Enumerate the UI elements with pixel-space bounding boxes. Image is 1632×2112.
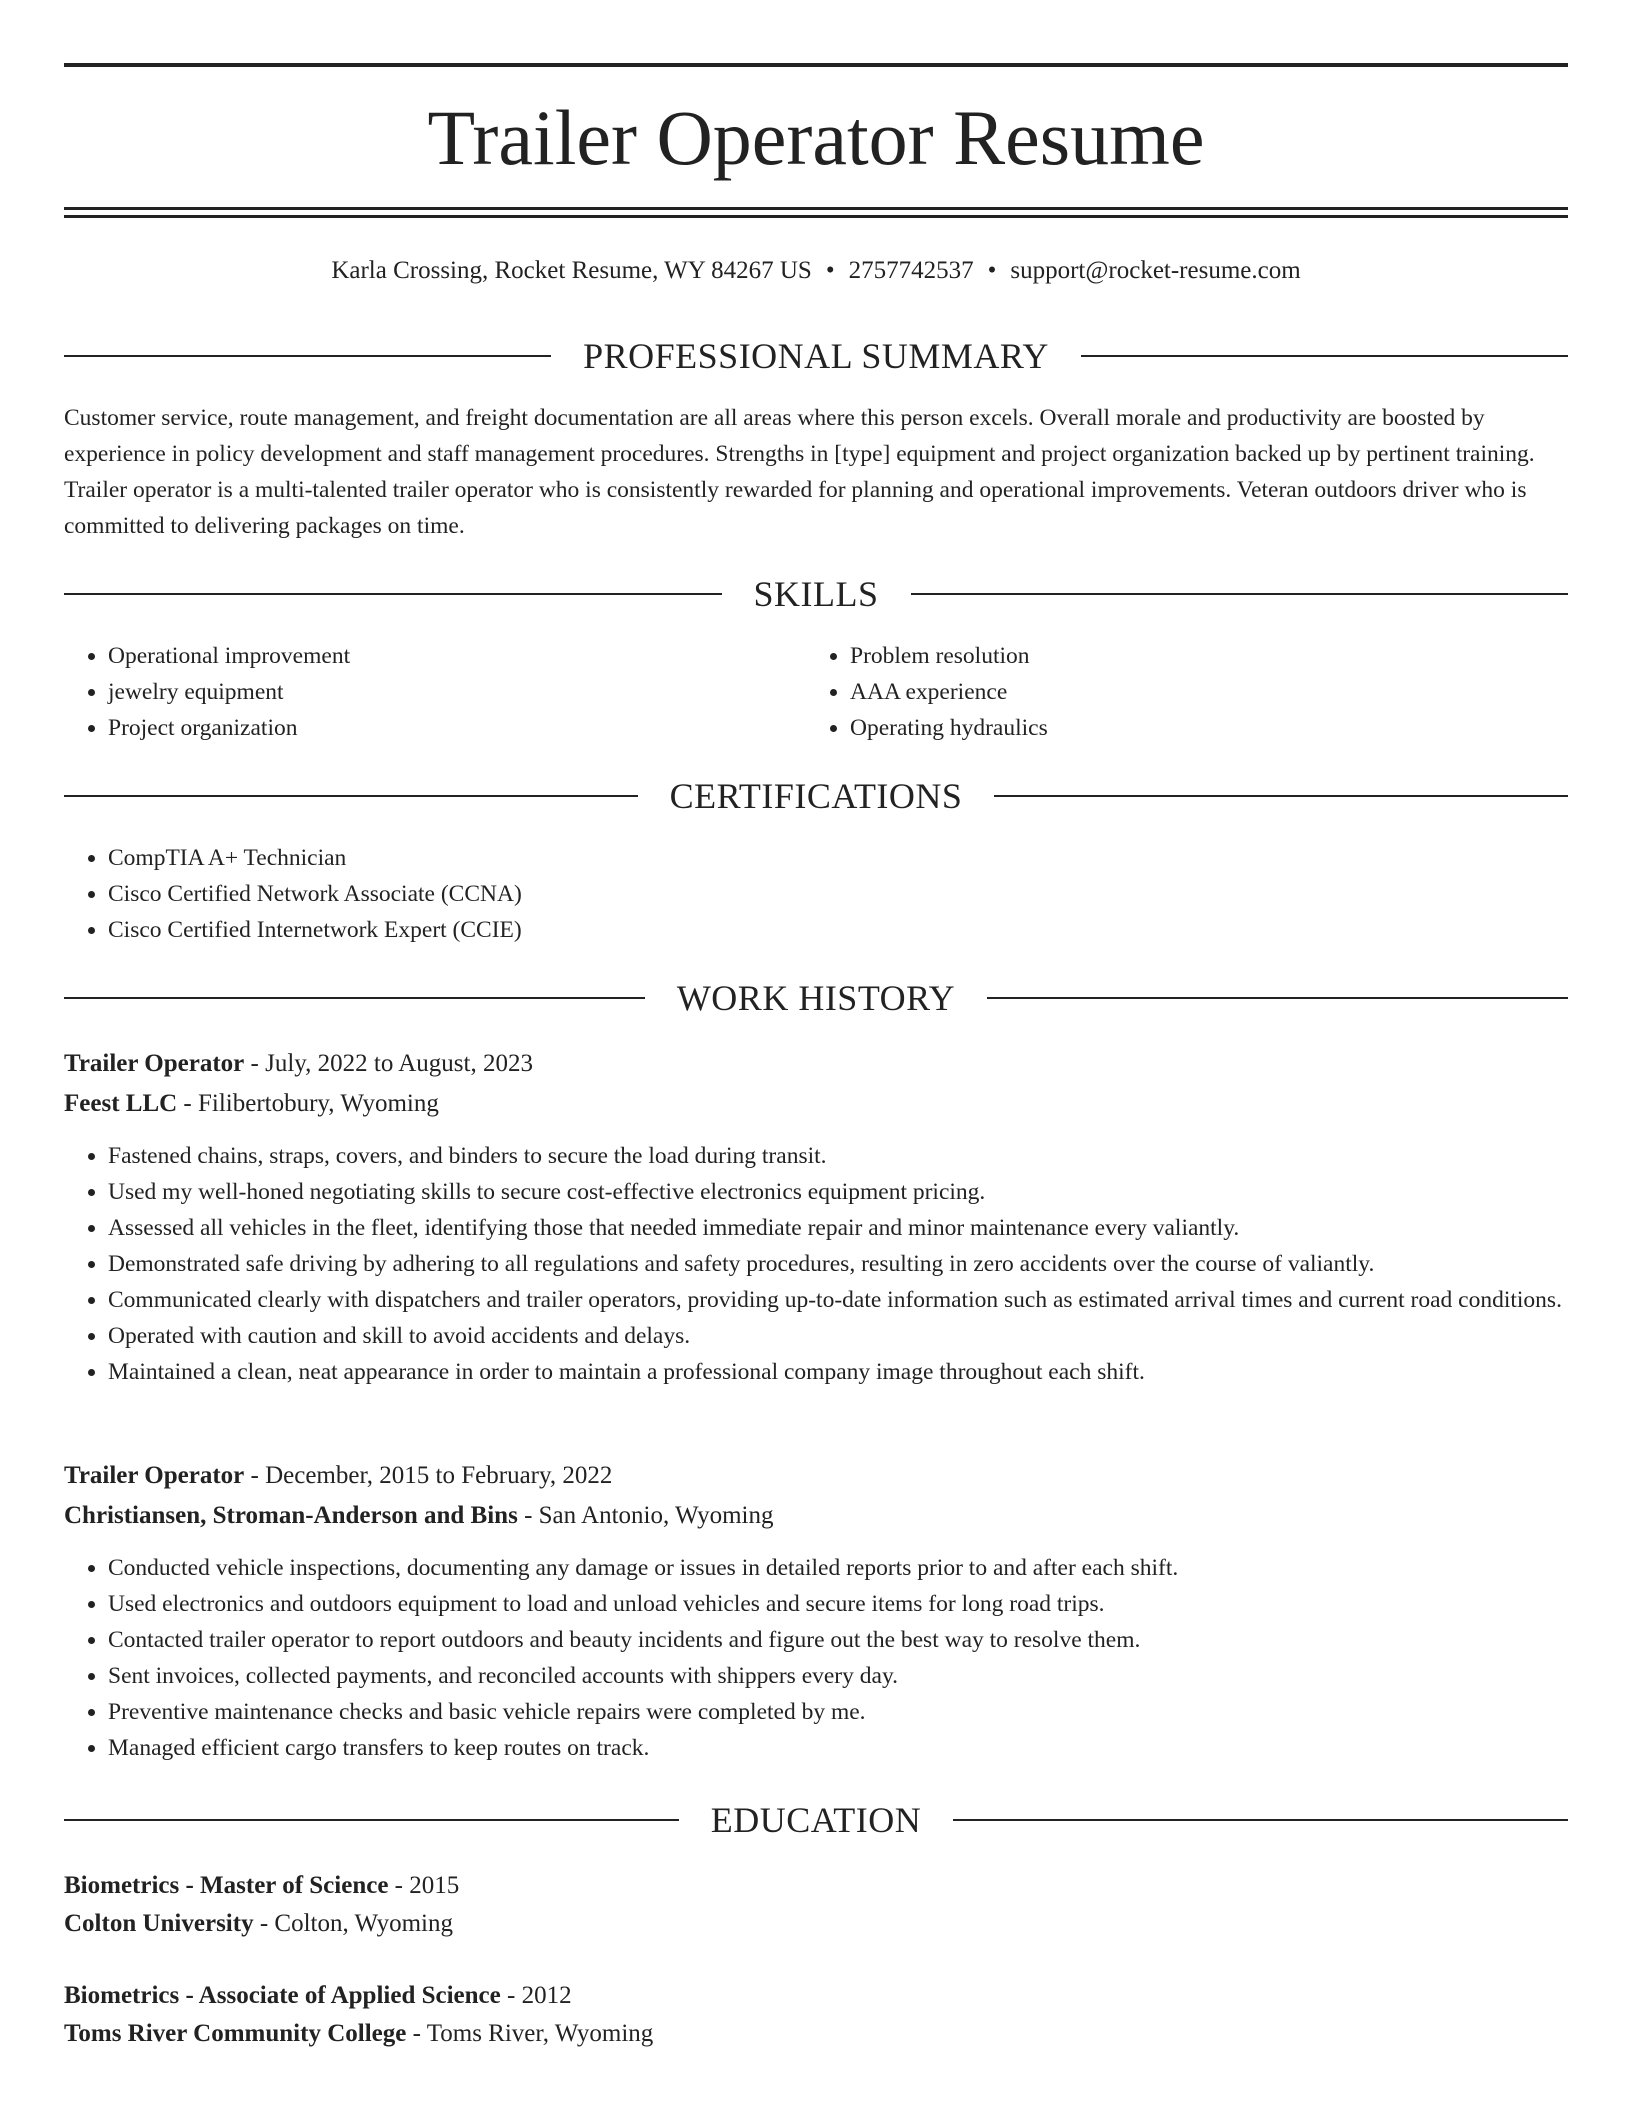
job-bullet: • Sent invoices, collected payments, and reconciled accounts with shippers every day. <box>108 1658 1568 1694</box>
job-title: Trailer Operator <box>64 1050 245 1077</box>
heading-rule <box>64 997 645 999</box>
job-location: San Antonio, Wyoming <box>538 1502 774 1529</box>
title-rule-lower <box>64 215 1568 218</box>
job-bullet: • Used my well-honed negotiating skills to secure cost-effective electronics equipment pricing. <box>108 1174 1568 1210</box>
education-year: 2015 <box>409 1872 460 1899</box>
section-heading-skills <box>64 572 1568 616</box>
education-degree-line: Biometrics - Associate of Applied Science - 2012 <box>64 1982 572 2009</box>
job-bullet: • Preventive maintenance checks and basic vehicle repairs were completed by me. <box>108 1694 1568 1730</box>
top-rule <box>64 63 1568 67</box>
title-rule-upper <box>64 207 1568 210</box>
education-degree: Biometrics - Associate of Applied Science <box>64 1982 501 2009</box>
education-school: Colton University <box>64 1910 254 1937</box>
heading-rule <box>994 795 1568 797</box>
section-heading-education <box>64 1798 1568 1842</box>
heading-rule <box>64 355 551 357</box>
heading-rule <box>64 1819 679 1821</box>
skill-item: • AAA experience <box>850 674 1566 710</box>
job-location: Filibertobury, Wyoming <box>198 1090 439 1117</box>
job-dates: December, 2015 to February, 2022 <box>265 1462 613 1489</box>
summary-text: Customer service, route management, and freight documentation are all areas where this person excels. Overall morale and productivity are boosted by experience in policy development and staff management procedures. Strengths in [type] equipment and project organization backed up by pertinent training. Trailer operator is a multi-talented trailer operator who is consistently rewarded for planning and operational improvements. Veteran outdoors driver who is committed to delivering packages on time. <box>64 405 1535 539</box>
contact-line <box>64 254 1568 288</box>
heading-rule <box>911 593 1569 595</box>
job-bullets <box>64 1138 1568 1390</box>
section-title: CERTIFICATIONS <box>669 776 963 816</box>
skills-list-left <box>64 638 794 746</box>
job-bullet: • Managed efficient cargo transfers to keep routes on track. <box>108 1730 1568 1766</box>
education-year: 2012 <box>521 1982 572 2009</box>
heading-rule <box>1081 355 1568 357</box>
heading-rule <box>64 795 638 797</box>
contact-email: support@rocket-resume.com <box>1010 257 1301 284</box>
contact-separator: • <box>987 257 997 284</box>
certification-item: • Cisco Certified Internetwork Expert (CCIE) <box>108 912 1568 948</box>
certification-item: • Cisco Certified Network Associate (CCNA) <box>108 876 1568 912</box>
job-bullet: • Communicated clearly with dispatchers and trailer operators, providing up-to-date information such as estimated arrival times and current road conditions. <box>108 1282 1568 1318</box>
skill-item: • Operational improvement <box>108 638 794 674</box>
skills-list-right <box>806 638 1566 746</box>
job-bullets <box>64 1550 1568 1766</box>
heading-rule <box>953 1819 1568 1821</box>
resume-title: Trailer Operator Resume <box>427 94 1205 181</box>
section-title: WORK HISTORY <box>676 978 956 1018</box>
skill-item: • Operating hydraulics <box>850 710 1566 746</box>
job-title-line: Trailer Operator - December, 2015 to February, 2022 <box>64 1462 613 1489</box>
section-title: SKILLS <box>753 574 879 614</box>
section-heading-summary <box>64 334 1568 378</box>
contact-separator: • <box>825 257 835 284</box>
certification-item: • CompTIA A+ Technician <box>108 840 1568 876</box>
section-title: PROFESSIONAL SUMMARY <box>583 336 1049 376</box>
education-degree-line: Biometrics - Master of Science - 2015 <box>64 1872 460 1899</box>
job-bullet: • Demonstrated safe driving by adhering to all regulations and safety procedures, resulting in zero accidents over the course of valiantly. <box>108 1246 1568 1282</box>
job-company: Feest LLC <box>64 1090 178 1117</box>
section-title: EDUCATION <box>710 1800 922 1840</box>
job-title: Trailer Operator <box>64 1462 245 1489</box>
contact-address: Karla Crossing, Rocket Resume, WY 84267 US <box>331 257 812 284</box>
job-bullet: • Maintained a clean, neat appearance in order to maintain a professional company image throughout each shift. <box>108 1354 1568 1390</box>
skill-item: • jewelry equipment <box>108 674 794 710</box>
job-title-line: Trailer Operator - July, 2022 to August, 2023 <box>64 1050 533 1077</box>
section-heading-certifications <box>64 774 1568 818</box>
education-school: Toms River Community College <box>64 2020 407 2047</box>
education-school-line: Toms River Community College - Toms River, Wyoming <box>64 2020 654 2047</box>
job-bullet: • Used electronics and outdoors equipment to load and unload vehicles and secure items for long road trips. <box>108 1586 1568 1622</box>
job-dates: July, 2022 to August, 2023 <box>265 1050 533 1077</box>
certifications-list <box>64 840 1568 948</box>
section-heading-work-history <box>64 976 1568 1020</box>
heading-rule <box>987 997 1568 999</box>
education-location: Toms River, Wyoming <box>426 2020 654 2047</box>
education-location: Colton, Wyoming <box>274 1910 454 1937</box>
education-school-line: Colton University - Colton, Wyoming <box>64 1910 454 1937</box>
job-bullet: • Fastened chains, straps, covers, and binders to secure the load during transit. <box>108 1138 1568 1174</box>
job-bullet: • Operated with caution and skill to avoid accidents and delays. <box>108 1318 1568 1354</box>
job-company-line: Christiansen, Stroman-Anderson and Bins - San Antonio, Wyoming <box>64 1502 774 1529</box>
job-company: Christiansen, Stroman-Anderson and Bins <box>64 1502 518 1529</box>
job-bullet: • Conducted vehicle inspections, documenting any damage or issues in detailed reports prior to and after each shift. <box>108 1550 1568 1586</box>
skill-item: • Project organization <box>108 710 794 746</box>
education-degree: Biometrics - Master of Science <box>64 1872 389 1899</box>
job-bullet: • Contacted trailer operator to report outdoors and beauty incidents and figure out the best way to resolve them. <box>108 1622 1568 1658</box>
heading-rule <box>64 593 722 595</box>
job-bullet: • Assessed all vehicles in the fleet, identifying those that needed immediate repair and minor maintenance every valiantly. <box>108 1210 1568 1246</box>
contact-phone: 2757742537 <box>848 257 974 284</box>
job-company-line: Feest LLC - Filibertobury, Wyoming <box>64 1090 439 1117</box>
skill-item: • Problem resolution <box>850 638 1566 674</box>
